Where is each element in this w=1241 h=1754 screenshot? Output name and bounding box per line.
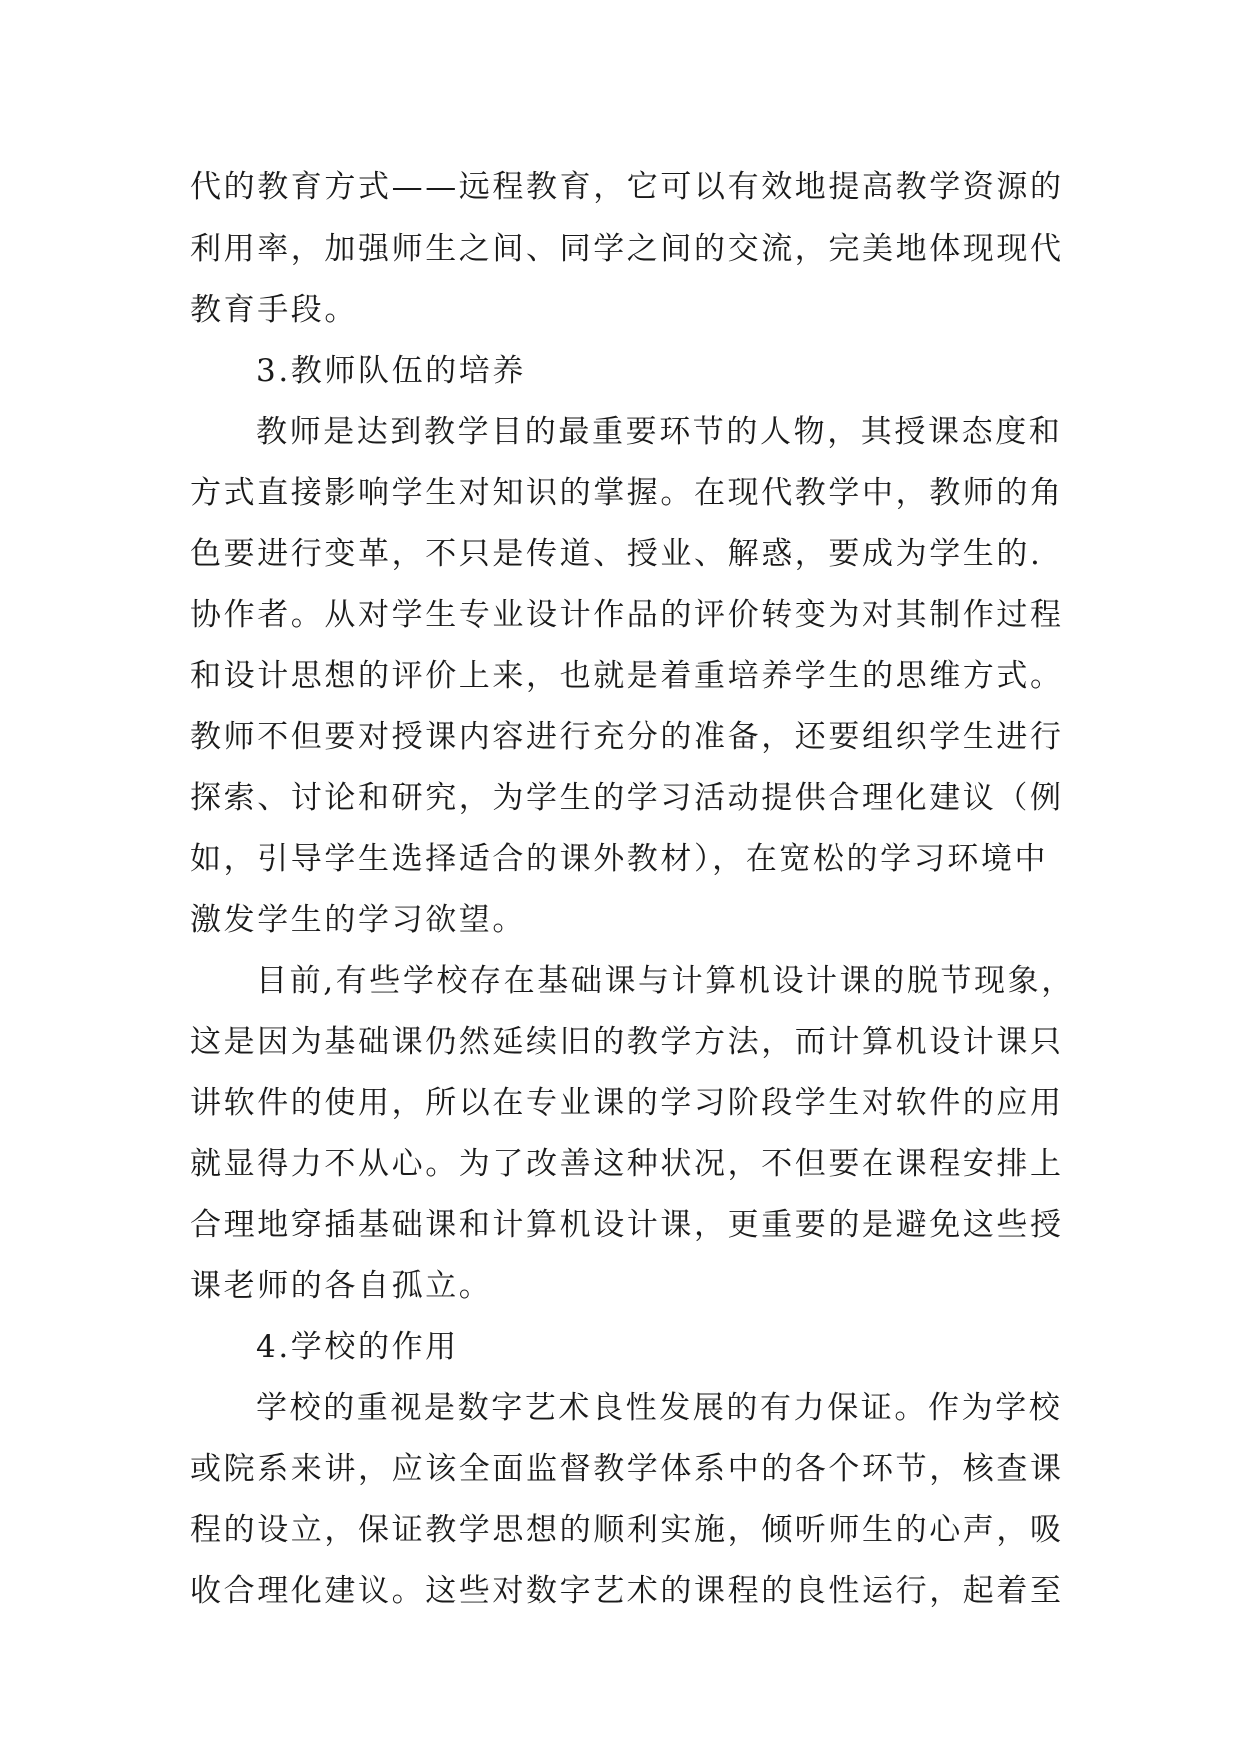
paragraph-first-line: 目前,有些学校存在基础课与计算机设计课的脱节现象， <box>256 963 1075 999</box>
paragraph-first-line: 教师是达到教学目的最重要环节的人物，其授课态度和 <box>256 414 1063 450</box>
text-line: 程的设立，保证教学思想的顺利实施，倾听师生的心声，吸 <box>190 1512 1064 1548</box>
text-line: 讲软件的使用，所以在专业课的学习阶段学生对软件的应用 <box>190 1085 1064 1121</box>
text-line: 方式直接影响学生对知识的掌握。在现代教学中，教师的角 <box>190 475 1064 511</box>
text-line: 代的教育方式——远程教育，它可以有效地提高教学资源的 <box>190 169 1064 205</box>
text-line: 探索、讨论和研究，为学生的学习活动提供合理化建议（例 <box>190 780 1064 816</box>
text-line: 协作者。从对学生专业设计作品的评价转变为对其制作过程 <box>190 597 1064 633</box>
text-line: 利用率，加强师生之间、同学之间的交流，完美地体现现代 <box>190 231 1064 267</box>
text-line: 合理地穿插基础课和计算机设计课，更重要的是避免这些授 <box>190 1207 1064 1243</box>
text-line: 教育手段。 <box>190 292 358 328</box>
paragraph-first-line: 学校的重视是数字艺术良性发展的有力保证。作为学校 <box>256 1390 1063 1426</box>
text-line: 就显得力不从心。为了改善这种状况，不但要在课程安排上 <box>190 1146 1064 1182</box>
text-line: 或院系来讲，应该全面监督教学体系中的各个环节，核查课 <box>190 1451 1064 1487</box>
text-line: 收合理化建议。这些对数字艺术的课程的良性运行，起着至 <box>190 1573 1064 1609</box>
text-line: 课老师的各自孤立。 <box>190 1268 493 1304</box>
section-heading: 3.教师队伍的培养 <box>256 353 526 389</box>
text-line: 色要进行变革，不只是传道、授业、解惑，要成为学生的. <box>190 536 1043 572</box>
text-line: 如，引导学生选择适合的课外教材），在宽松的学习环境中 <box>190 841 1049 877</box>
text-line: 激发学生的学习欲望。 <box>190 902 526 938</box>
text-line: 和设计思想的评价上来，也就是着重培养学生的思维方式。 <box>190 658 1064 694</box>
text-line: 这是因为基础课仍然延续旧的教学方法，而计算机设计课只 <box>190 1024 1064 1060</box>
text-line: 教师不但要对授课内容进行充分的准备，还要组织学生进行 <box>190 719 1064 755</box>
section-heading: 4.学校的作用 <box>256 1329 459 1365</box>
